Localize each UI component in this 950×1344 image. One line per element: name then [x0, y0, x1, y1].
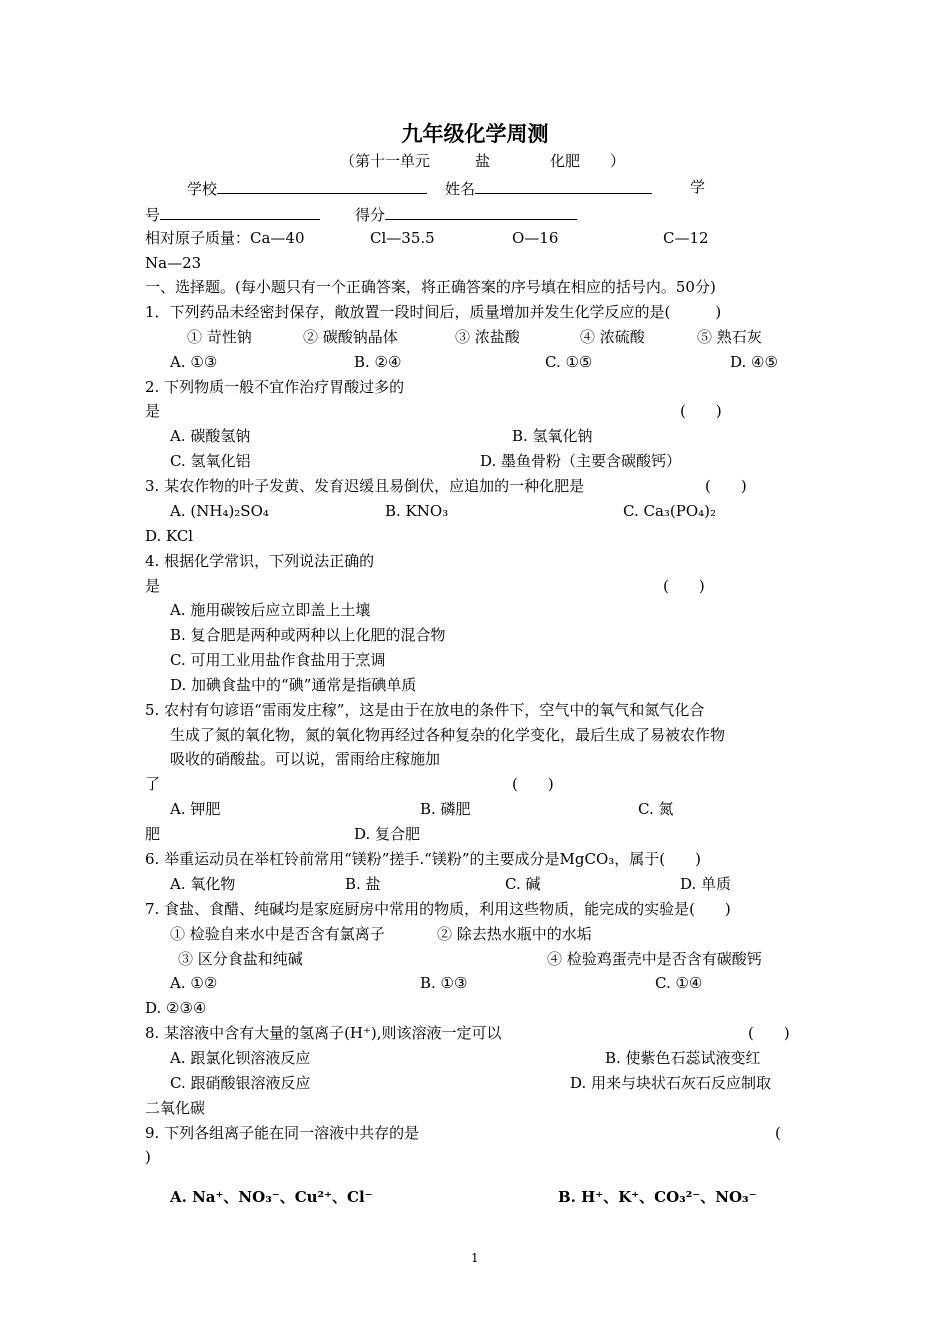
atomic-mass-na: Na—23 — [145, 254, 202, 272]
q6-option-d[interactable]: D. 单质 — [680, 875, 732, 893]
q5-answer-bracket[interactable]: ( ) — [512, 775, 554, 793]
q4-option-a[interactable]: A. 施用碳铵后应立即盖上土壤 — [170, 601, 371, 619]
q2-option-d[interactable]: D. 墨鱼骨粉（主要含碳酸钙） — [480, 452, 682, 470]
q3-option-b[interactable]: B. KNO₃ — [385, 502, 449, 520]
q7-item: ④ 检验鸡蛋壳中是否含有碳酸钙 — [547, 950, 762, 968]
q3-answer-bracket[interactable]: ( ) — [705, 477, 747, 495]
school-blank[interactable] — [217, 177, 427, 194]
q1-option-d[interactable]: D. ④⑤ — [730, 353, 778, 371]
name-field — [445, 177, 652, 199]
q5-option-d[interactable]: D. 复合肥 — [354, 825, 421, 843]
number-label-b: 号 — [145, 206, 161, 224]
q9-option-b[interactable]: B. H⁺、K⁺、CO₃²⁻、NO₃⁻ — [558, 1188, 757, 1206]
score-label: 得分 — [355, 206, 386, 224]
q7-item: ② 除去热水瓶中的水垢 — [437, 925, 592, 943]
q2-answer-bracket[interactable]: ( ) — [680, 402, 722, 420]
q4-option-d[interactable]: D. 加碘食盐中的“碘”通常是指碘单质 — [170, 676, 417, 694]
name-label: 姓名 — [445, 180, 476, 198]
q7-item: ① 检验自来水中是否含有氯离子 — [170, 925, 385, 943]
q7-item: ③ 区分食盐和纯碱 — [178, 950, 303, 968]
q9-bracket-close[interactable]: ) — [145, 1148, 151, 1166]
q9-option-a[interactable]: A. Na⁺、NO₃⁻、Cu²⁺、Cl⁻ — [170, 1188, 373, 1206]
q8-option-d-cont: 二氧化碳 — [145, 1099, 206, 1117]
question-1-stem: 1．下列药品未经密封保存，敞放置一段时间后，质量增加并发生化学反应的是( ) — [145, 303, 722, 321]
q3-option-a[interactable]: A. (NH₄)₂SO₄ — [170, 502, 269, 520]
school-field — [187, 177, 427, 199]
page-title: 九年级化学周测 — [401, 121, 549, 146]
q1-item: ③ 浓盐酸 — [455, 328, 520, 346]
q8-option-a[interactable]: A. 跟氯化钡溶液反应 — [170, 1049, 311, 1067]
q9-bracket-open[interactable]: ( — [775, 1124, 781, 1142]
score-blank[interactable] — [385, 203, 577, 220]
q3-option-d[interactable]: D. KCl — [145, 527, 194, 545]
q7-option-d[interactable]: D. ②③④ — [145, 999, 207, 1017]
q1-option-b[interactable]: B. ②④ — [354, 353, 402, 371]
q7-option-b[interactable]: B. ①③ — [420, 974, 468, 992]
question-3-stem: 3. 某农作物的叶子发黄、发育迟缓且易倒伏，应追加的一种化肥是 — [145, 477, 585, 495]
question-5-stem-line2: 生成了氮的氧化物，氮的氧化物再经过各种复杂的化学变化，最后生成了易被农作物 — [170, 726, 726, 744]
q1-item: ⑤ 熟石灰 — [697, 328, 762, 346]
q6-option-c[interactable]: C. 碱 — [505, 875, 541, 893]
number-field — [145, 203, 320, 225]
q8-answer-bracket[interactable]: ( ) — [748, 1024, 790, 1042]
q7-option-a[interactable]: A. ①② — [170, 974, 218, 992]
q5-option-c-cont: 肥 — [145, 825, 161, 843]
number-blank[interactable] — [160, 203, 320, 220]
q4-option-c[interactable]: C. 可用工业用盐作食盐用于烹调 — [170, 651, 386, 669]
q1-option-a[interactable]: A. ①③ — [170, 353, 218, 371]
question-9-stem: 9. 下列各组离子能在同一溶液中共存的是 — [145, 1124, 420, 1142]
number-label-a: 学 — [690, 178, 706, 196]
q5-option-a[interactable]: A. 钾肥 — [170, 800, 221, 818]
q6-option-a[interactable]: A. 氧化物 — [170, 875, 236, 893]
score-field — [355, 203, 577, 225]
q5-option-b[interactable]: B. 磷肥 — [420, 800, 471, 818]
q1-option-c[interactable]: C. ①⑤ — [545, 353, 593, 371]
q8-option-d[interactable]: D. 用来与块状石灰石反应制取 — [570, 1074, 772, 1092]
q1-item: ④ 浓硫酸 — [580, 328, 645, 346]
q4-option-b[interactable]: B. 复合肥是两种或两种以上化肥的混合物 — [170, 626, 446, 644]
question-4-stem: 4. 根据化学常识，下列说法正确的 — [145, 552, 375, 570]
q3-option-c[interactable]: C. Ca₃(PO₄)₂ — [623, 502, 717, 520]
q5-option-c[interactable]: C. 氮 — [638, 800, 674, 818]
q2-option-c[interactable]: C. 氢氧化铝 — [170, 452, 251, 470]
question-8-stem: 8. 某溶液中含有大量的氢离子(H⁺),则该溶液一定可以 — [145, 1024, 502, 1042]
q4-answer-bracket[interactable]: ( ) — [663, 577, 705, 595]
question-6-stem: 6. 举重运动员在举杠铃前常用“镁粉”搓手.“镁粉”的主要成分是MgCO₃，属于( ) — [145, 850, 701, 868]
q2-option-b[interactable]: B. 氢氧化钠 — [512, 427, 593, 445]
q1-item: ① 苛性钠 — [187, 328, 252, 346]
q8-option-c[interactable]: C. 跟硝酸银溶液反应 — [170, 1074, 311, 1092]
school-label: 学校 — [187, 180, 218, 198]
q7-option-c[interactable]: C. ①④ — [655, 974, 703, 992]
name-blank[interactable] — [475, 177, 652, 194]
q6-option-b[interactable]: B. 盐 — [345, 875, 381, 893]
atomic-mass-o: O—16 — [512, 229, 559, 247]
question-2-stem-cont: 是 — [145, 402, 161, 420]
page-number: 1 — [471, 1251, 479, 1265]
atomic-mass-c: C—12 — [663, 229, 709, 247]
question-5-stem: 5. 农村有句谚语“雷雨发庄稼”，这是由于在放电的条件下，空气中的氧气和氮气化合 — [145, 701, 705, 719]
q1-item: ② 碳酸钠晶体 — [303, 328, 398, 346]
page-subtitle: （第十一单元 盐 化肥 ） — [340, 152, 626, 170]
q8-option-b[interactable]: B. 使紫色石蕊试液变红 — [605, 1049, 761, 1067]
question-5-stem-cont: 了 — [145, 775, 161, 793]
question-7-stem: 7. 食盐、食醋、纯碱均是家庭厨房中常用的物质，利用这些物质，能完成的实验是( ) — [145, 900, 731, 918]
section-heading: 一、选择题。(每小题只有一个正确答案，将正确答案的序号填在相应的括号内。50分) — [145, 278, 716, 296]
atomic-mass-cl: Cl—35.5 — [370, 229, 435, 247]
question-4-stem-cont: 是 — [145, 577, 161, 595]
q2-option-a[interactable]: A. 碳酸氢钠 — [170, 427, 251, 445]
question-5-stem-line3: 吸收的硝酸盐。可以说，雷雨给庄稼施加 — [170, 750, 441, 768]
atomic-mass-ca: 相对原子质量：Ca—40 — [145, 229, 305, 247]
question-2-stem: 2. 下列物质一般不宜作治疗胃酸过多的 — [145, 378, 405, 396]
